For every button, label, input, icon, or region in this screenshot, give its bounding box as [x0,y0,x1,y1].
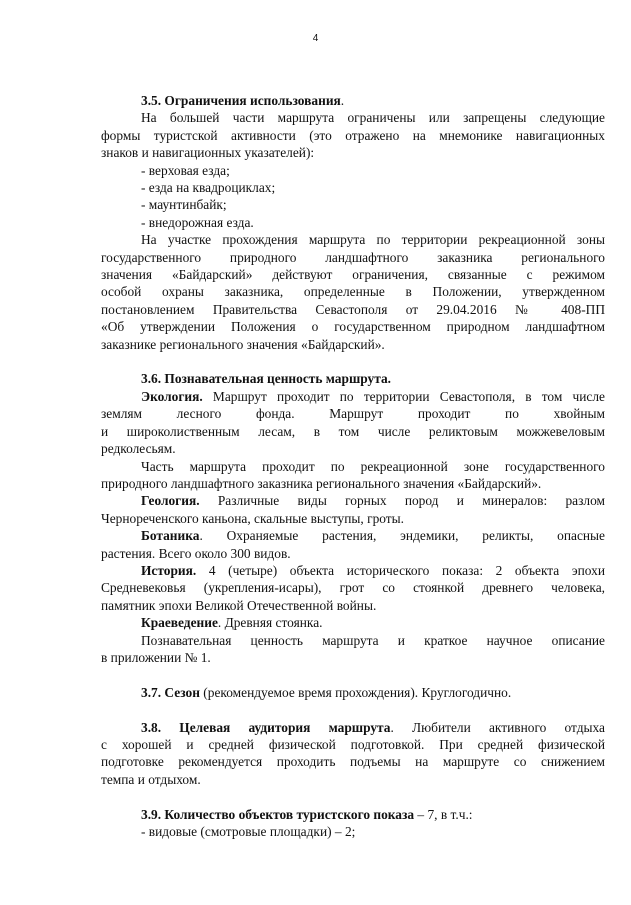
text-line: государственного природного ландшафтного заказника регионального [101,249,605,265]
list-item: - маунтинбайк; [141,197,227,213]
section-3-5-heading: 3.5. Ограничения использования. [141,93,345,108]
text-line: землям лесного фонда. Маршрут проходит по хвойным [101,406,605,422]
text-line: подготовке рекомендуется проходить подъемы на маршруте со снижением [101,754,605,770]
botany-line: Ботаника. Охраняемые растения, эндемики, реликты, опасные [141,528,605,544]
text-line: природного ландшафтного заказника регионального значения «Байдарский». [101,475,542,491]
text-line: особой охраны заказника, определенные в Положении, утвержденном [101,284,605,300]
text-line: темпа и отдыхом. [101,771,201,787]
list-item: - езда на квадроциклах; [141,180,276,196]
section-3-6-heading: 3.6. Познавательная ценность маршрута. [141,371,391,387]
list-item: - внедорожная езда. [141,214,254,230]
history-line: История. 4 (четыре) объекта исторического показа: 2 объекта эпохи [141,562,605,578]
geology-line: Геология. Различные виды горных пород и минералов: разлом [141,493,605,509]
ecology-line: Экология. Маршрут проходит по территории Севастополя, в том числе [141,388,605,404]
section-3-7-line: 3.7. Сезон (рекомендуемое время прохождения). Круглогодично. [141,684,512,700]
section-3-8-line: 3.8. Целевая аудитория маршрута. Любители активного отдыха [141,719,605,735]
text-line: и широколиственным лесам, в том числе реликтовым можжевеловым [101,423,605,439]
text-line: Часть маршрута проходит по рекреационной зоне государственного [141,458,605,474]
list-item: - верховая езда; [141,162,230,178]
text-line: заказнике регионального значения «Байдарский». [101,336,385,352]
text-line: Чернореченского каньона, скальные выступы, гроты. [101,510,404,526]
text-line: Познавательная ценность маршрута и краткое научное описание [141,632,605,648]
text-line: На большей части маршрута ограничены или запрещены следующие [141,110,605,126]
text-line: На участке прохождения маршрута по территории рекреационной зоны [141,232,605,248]
text-line: памятник эпохи Великой Отечественной войны. [101,597,377,613]
text-line: постановлением Правительства Севастополя от 29.04.2016 № 408-ПП [101,301,605,317]
text-line: знаков и навигационных указателей): [101,145,315,161]
text-line: формы туристской активности (это отражено на мнемонике навигационных [101,127,605,143]
text-line: Средневековья (укрепления-исары), грот со стоянкой древнего человека, [101,580,605,596]
text-line: значения «Байдарский» действуют ограничения, связанные с режимом [101,267,605,283]
section-3-9-line: 3.9. Количество объектов туристского показа – 7, в т.ч.: [141,806,473,822]
text-line: с хорошей и средней физической подготовкой. При средней физической [101,736,605,752]
document-body [101,92,605,840]
text-line: растения. Всего около 300 видов. [101,545,291,561]
text-line: в приложении № 1. [101,649,211,665]
local-history-line: Краеведение. Древняя стоянка. [141,615,323,631]
list-item: - видовые (смотровые площадки) – 2; [141,824,356,839]
text-line: «Об утверждении Положения о государственном природном ландшафтном [101,319,605,335]
page-number: 4 [312,33,319,44]
text-line: редколесьям. [101,441,176,457]
